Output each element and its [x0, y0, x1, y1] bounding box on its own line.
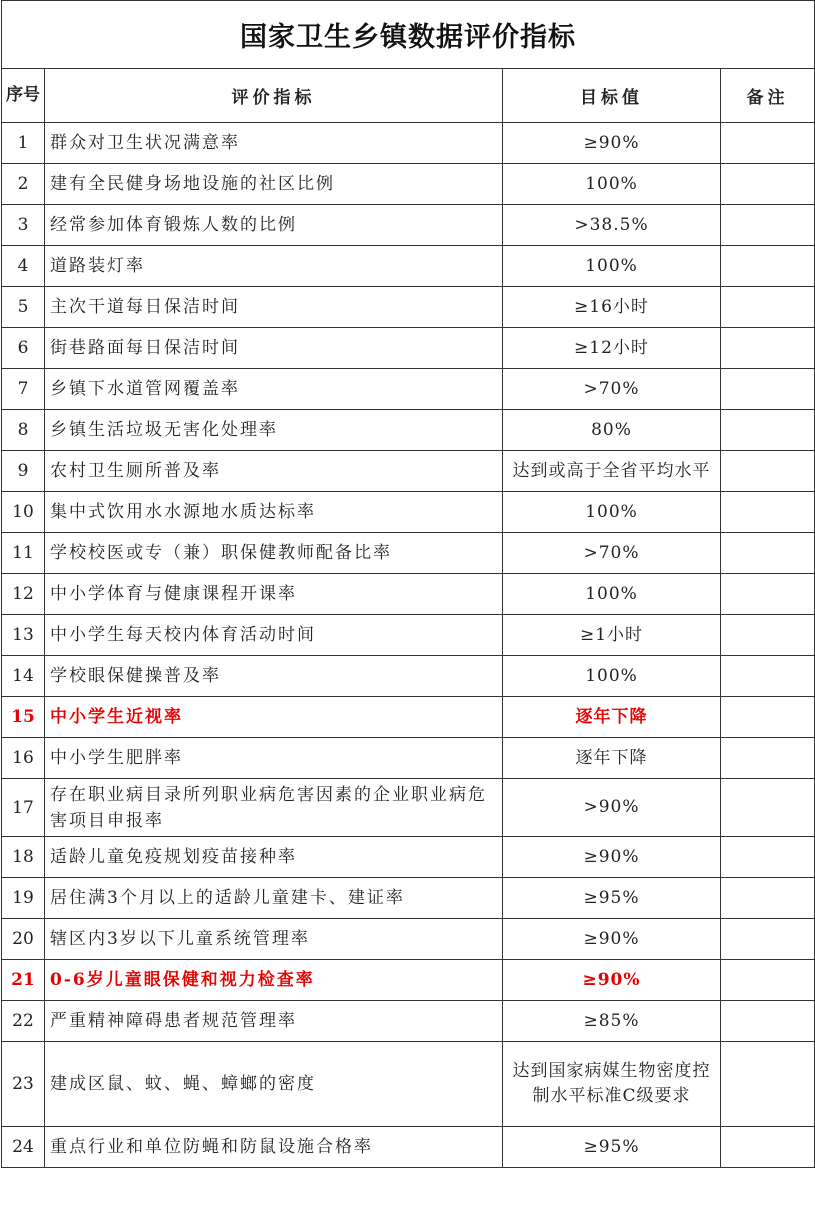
row-number-cell[interactable]: 1 — [2, 123, 45, 164]
indicator-cell[interactable]: 集中式饮用水水源地水质达标率 — [45, 492, 503, 533]
target-value-cell[interactable]: ≥90% — [503, 837, 721, 878]
indicator-cell[interactable]: 中小学体育与健康课程开课率 — [45, 574, 503, 615]
row-number-cell[interactable]: 20 — [2, 919, 45, 960]
table-row — [2, 369, 815, 410]
note-cell[interactable] — [721, 287, 815, 328]
row-number-cell[interactable]: 22 — [2, 1001, 45, 1042]
indicator-cell[interactable]: 学校眼保健操普及率 — [45, 656, 503, 697]
target-value-cell[interactable]: ≥95% — [503, 1127, 721, 1168]
target-value-cell[interactable]: ≥90% — [503, 919, 721, 960]
indicator-cell[interactable]: 重点行业和单位防蝇和防鼠设施合格率 — [45, 1127, 503, 1168]
indicator-cell[interactable]: 建成区鼠、蚊、蝇、蟑螂的密度 — [45, 1042, 503, 1127]
indicator-cell[interactable]: 乡镇下水道管网覆盖率 — [45, 369, 503, 410]
row-number-cell[interactable]: 19 — [2, 878, 45, 919]
row-number-cell[interactable]: 10 — [2, 492, 45, 533]
target-value-cell[interactable]: ≥95% — [503, 878, 721, 919]
row-number-cell[interactable]: 5 — [2, 287, 45, 328]
target-value-cell[interactable]: >70% — [503, 533, 721, 574]
table-row — [2, 205, 815, 246]
table-row — [2, 410, 815, 451]
row-number-cell[interactable]: 24 — [2, 1127, 45, 1168]
target-value-cell[interactable]: ≥12小时 — [503, 328, 721, 369]
table-row — [2, 1042, 815, 1127]
table-row — [2, 837, 815, 878]
table-row — [2, 615, 815, 656]
note-cell[interactable] — [721, 123, 815, 164]
table-row — [2, 1127, 815, 1168]
indicator-cell[interactable]: 严重精神障碍患者规范管理率 — [45, 1001, 503, 1042]
target-value-cell[interactable]: >70% — [503, 369, 721, 410]
table-row — [2, 656, 815, 697]
row-number-cell[interactable]: 23 — [2, 1042, 45, 1127]
row-number-cell[interactable]: 11 — [2, 533, 45, 574]
note-cell[interactable] — [721, 1127, 815, 1168]
row-number-cell[interactable]: 15 — [2, 697, 45, 738]
table-row — [2, 123, 815, 164]
target-value-cell[interactable]: 100% — [503, 492, 721, 533]
target-value-cell[interactable]: 100% — [503, 656, 721, 697]
row-number-cell[interactable]: 21 — [2, 960, 45, 1001]
indicator-cell[interactable]: 适龄儿童免疫规划疫苗接种率 — [45, 837, 503, 878]
row-number-cell[interactable]: 14 — [2, 656, 45, 697]
row-number-cell[interactable]: 13 — [2, 615, 45, 656]
target-value-cell[interactable]: >38.5% — [503, 205, 721, 246]
row-number-cell[interactable]: 17 — [2, 779, 45, 837]
table-row — [2, 697, 815, 738]
indicator-cell[interactable]: 0-6岁儿童眼保健和视力检查率 — [45, 960, 503, 1001]
indicator-cell[interactable]: 建有全民健身场地设施的社区比例 — [45, 164, 503, 205]
note-cell[interactable] — [721, 837, 815, 878]
table-row — [2, 164, 815, 205]
indicator-cell[interactable]: 道路装灯率 — [45, 246, 503, 287]
note-cell[interactable] — [721, 328, 815, 369]
row-number-cell[interactable]: 2 — [2, 164, 45, 205]
indicator-cell[interactable]: 居住满3个月以上的适龄儿童建卡、建证率 — [45, 878, 503, 919]
note-cell[interactable] — [721, 697, 815, 738]
row-number-cell[interactable]: 18 — [2, 837, 45, 878]
row-number-cell[interactable]: 7 — [2, 369, 45, 410]
note-cell[interactable] — [721, 533, 815, 574]
indicator-cell[interactable]: 中小学生肥胖率 — [45, 738, 503, 779]
row-number-cell[interactable]: 6 — [2, 328, 45, 369]
table-row — [2, 960, 815, 1001]
target-value-cell[interactable]: 100% — [503, 164, 721, 205]
target-value-cell[interactable]: 100% — [503, 574, 721, 615]
note-cell[interactable] — [721, 1001, 815, 1042]
table-row — [2, 919, 815, 960]
target-value-cell[interactable]: >90% — [503, 779, 721, 837]
note-cell[interactable] — [721, 960, 815, 1001]
indicator-cell[interactable]: 学校校医或专（兼）职保健教师配备比率 — [45, 533, 503, 574]
note-cell[interactable] — [721, 574, 815, 615]
table-row — [2, 328, 815, 369]
row-number-cell[interactable]: 16 — [2, 738, 45, 779]
table-row — [2, 779, 815, 837]
table-row — [2, 492, 815, 533]
table-row — [2, 246, 815, 287]
indicator-cell[interactable]: 存在职业病目录所列职业病危害因素的企业职业病危害项目申报率 — [45, 779, 503, 837]
indicator-cell[interactable]: 辖区内3岁以下儿童系统管理率 — [45, 919, 503, 960]
note-cell[interactable] — [721, 205, 815, 246]
note-cell[interactable] — [721, 779, 815, 837]
target-value-cell[interactable]: ≥90% — [503, 123, 721, 164]
table-row — [2, 287, 815, 328]
indicator-cell[interactable]: 中小学生近视率 — [45, 697, 503, 738]
indicator-cell[interactable]: 街巷路面每日保洁时间 — [45, 328, 503, 369]
note-cell[interactable] — [721, 164, 815, 205]
table-row — [2, 1001, 815, 1042]
row-number-cell[interactable]: 12 — [2, 574, 45, 615]
target-value-cell[interactable]: 达到国家病媒生物密度控制水平标准C级要求 — [503, 1042, 721, 1127]
indicator-cell[interactable]: 群众对卫生状况满意率 — [45, 123, 503, 164]
note-cell[interactable] — [721, 451, 815, 492]
row-number-cell[interactable]: 3 — [2, 205, 45, 246]
target-value-cell[interactable]: ≥16小时 — [503, 287, 721, 328]
row-number-cell[interactable]: 8 — [2, 410, 45, 451]
row-number-cell[interactable]: 4 — [2, 246, 45, 287]
indicator-cell[interactable]: 经常参加体育锻炼人数的比例 — [45, 205, 503, 246]
target-value-cell[interactable]: ≥85% — [503, 1001, 721, 1042]
note-cell[interactable] — [721, 1042, 815, 1127]
note-cell[interactable] — [721, 738, 815, 779]
indicator-cell[interactable]: 主次干道每日保洁时间 — [45, 287, 503, 328]
target-value-cell[interactable]: 100% — [503, 246, 721, 287]
indicator-cell[interactable]: 中小学生每天校内体育活动时间 — [45, 615, 503, 656]
page-title[interactable]: 国家卫生乡镇数据评价指标 — [2, 1, 815, 69]
indicator-cell[interactable]: 乡镇生活垃圾无害化处理率 — [45, 410, 503, 451]
target-value-cell[interactable] — [503, 451, 721, 492]
note-cell[interactable] — [721, 919, 815, 960]
indicator-table — [1, 0, 815, 1168]
table-row — [2, 533, 815, 574]
header-row — [2, 69, 815, 123]
header-target[interactable]: 目标值 — [503, 69, 721, 123]
target-value-cell[interactable]: 80% — [503, 410, 721, 451]
note-cell[interactable] — [721, 492, 815, 533]
note-cell[interactable] — [721, 615, 815, 656]
table-row — [2, 451, 815, 492]
indicator-cell[interactable]: 农村卫生厕所普及率 — [45, 451, 503, 492]
table-row — [2, 574, 815, 615]
target-value-cell[interactable]: 逐年下降 — [503, 697, 721, 738]
header-no[interactable]: 序号 — [2, 69, 45, 123]
target-value-cell[interactable]: 逐年下降 — [503, 738, 721, 779]
note-cell[interactable] — [721, 656, 815, 697]
header-indicator[interactable]: 评价指标 — [45, 69, 503, 123]
target-value-cell[interactable]: ≥1小时 — [503, 615, 721, 656]
note-cell[interactable] — [721, 369, 815, 410]
row-number-cell[interactable]: 9 — [2, 451, 45, 492]
table-row — [2, 738, 815, 779]
header-note[interactable]: 备注 — [721, 69, 815, 123]
note-cell[interactable] — [721, 410, 815, 451]
table-row — [2, 878, 815, 919]
note-cell[interactable] — [721, 246, 815, 287]
target-value-text: 达到或高于全省平均水平 — [512, 460, 711, 481]
target-value-cell[interactable]: ≥90% — [503, 960, 721, 1001]
note-cell[interactable] — [721, 878, 815, 919]
